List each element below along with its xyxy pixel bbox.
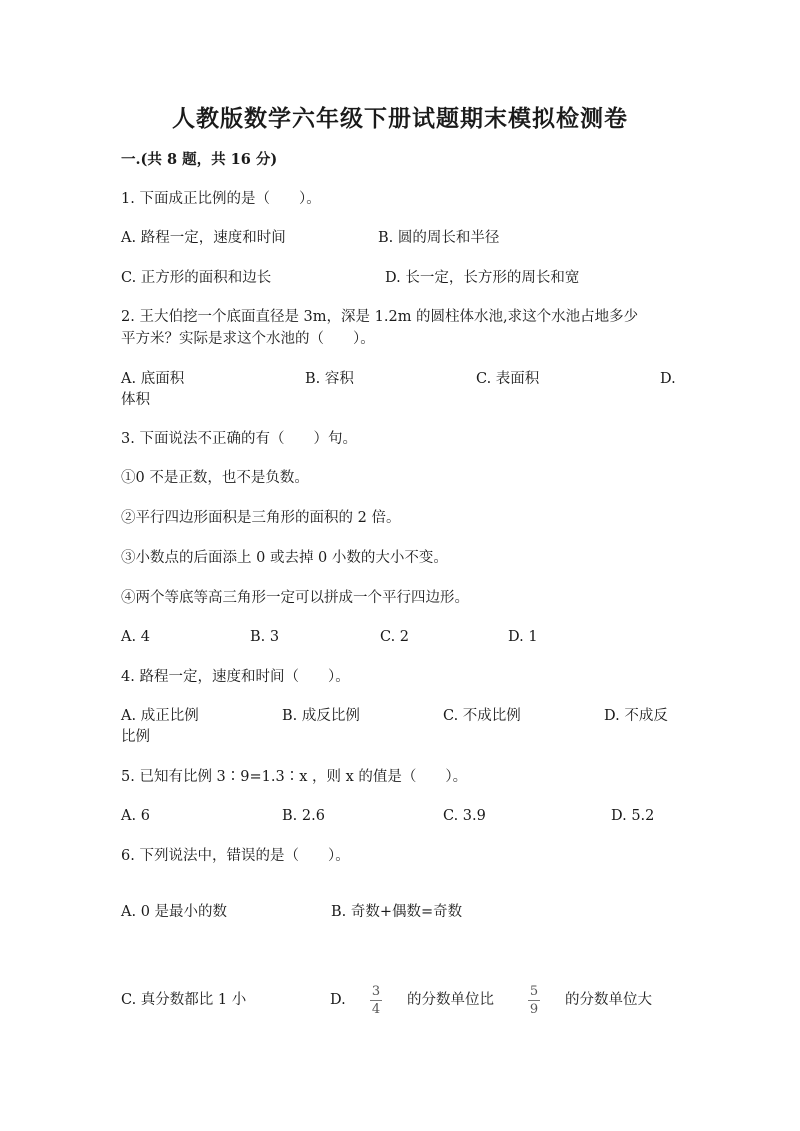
question-5-option-b: B. 2.6	[282, 808, 325, 824]
question-3-option-d: D. 1	[508, 629, 538, 645]
question-4-option-c: C. 不成比例	[443, 708, 521, 724]
question-4-option-d-text: 比例	[121, 729, 150, 745]
fraction-three-quarters	[369, 984, 383, 1017]
question-6-option-d-middle: 的分数单位比	[407, 992, 494, 1008]
section-heading: 一.(共 8 题，共 16 分)	[121, 151, 278, 168]
question-3-statement-2: ②平行四边形面积是三角形的面积的 2 倍。	[121, 510, 401, 526]
question-3-option-b: B. 3	[250, 629, 280, 645]
question-2-stem-line-2: 平方米？实际是求这个水池的（ ）。	[121, 331, 375, 347]
fraction-1-bar	[370, 1000, 382, 1001]
question-5-option-d: D. 5.2	[611, 808, 655, 824]
question-2-option-d-label: D.	[660, 371, 676, 387]
question-4-option-a: A. 成正比例	[121, 708, 199, 724]
question-6-option-d-end: 的分数单位大	[565, 992, 652, 1008]
question-1-option-c: C. 正方形的面积和边长	[121, 270, 272, 286]
fraction-five-ninths	[527, 984, 541, 1017]
fraction-1-denominator: 4	[371, 1002, 381, 1017]
question-6-option-c: C. 真分数都比 1 小	[121, 992, 247, 1008]
question-6-option-b: B. 奇数+偶数=奇数	[331, 904, 463, 920]
question-2-option-d-text: 体积	[121, 392, 150, 408]
question-5-stem: 5. 已知有比例 3∶9=1.3∶x ，则 x 的值是（ ）。	[121, 769, 468, 785]
question-6-option-d-label: D.	[330, 992, 346, 1008]
question-1-option-d: D. 长一定，长方形的周长和宽	[385, 270, 580, 286]
fraction-2-denominator: 9	[529, 1002, 539, 1017]
fraction-2-bar	[528, 1000, 540, 1001]
question-1-stem: 1. 下面成正比例的是（ ）。	[121, 191, 321, 207]
question-3-option-c: C. 2	[380, 629, 410, 645]
fraction-1-numerator: 3	[371, 984, 381, 999]
question-3-stem: 3. 下面说法不正确的有（ ）句。	[121, 431, 357, 447]
question-2-option-c: C. 表面积	[476, 371, 540, 387]
question-3-option-a: A. 4	[121, 629, 150, 645]
question-1-option-b: B. 圆的周长和半径	[378, 230, 500, 246]
question-6-option-a: A. 0 是最小的数	[121, 904, 228, 920]
question-3-statement-1: ①0 不是正数，也不是负数。	[121, 470, 309, 486]
question-4-option-d-label: D. 不成反	[604, 708, 668, 724]
question-5-option-c: C. 3.9	[443, 808, 486, 824]
question-2-stem-line-1: 2. 王大伯挖一个底面直径是 3m，深是 1.2m 的圆柱体水池,求这个水池占地多少	[121, 309, 639, 325]
fraction-2-numerator: 5	[529, 984, 539, 999]
page-title: 人教版数学六年级下册试题期末模拟检测卷	[172, 105, 628, 132]
question-2-option-b: B. 容积	[305, 371, 354, 387]
question-1-option-a: A. 路程一定，速度和时间	[121, 230, 286, 246]
question-3-statement-4: ④两个等底等高三角形一定可以拼成一个平行四边形。	[121, 590, 469, 606]
question-3-statement-3: ③小数点的后面添上 0 或去掉 0 小数的大小不变。	[121, 550, 448, 566]
question-4-option-b: B. 成反比例	[282, 708, 360, 724]
question-5-option-a: A. 6	[121, 808, 150, 824]
question-4-stem: 4. 路程一定，速度和时间（ ）。	[121, 669, 350, 685]
question-2-option-a: A. 底面积	[121, 371, 185, 387]
question-6-stem: 6. 下列说法中，错误的是（ ）。	[121, 848, 350, 864]
